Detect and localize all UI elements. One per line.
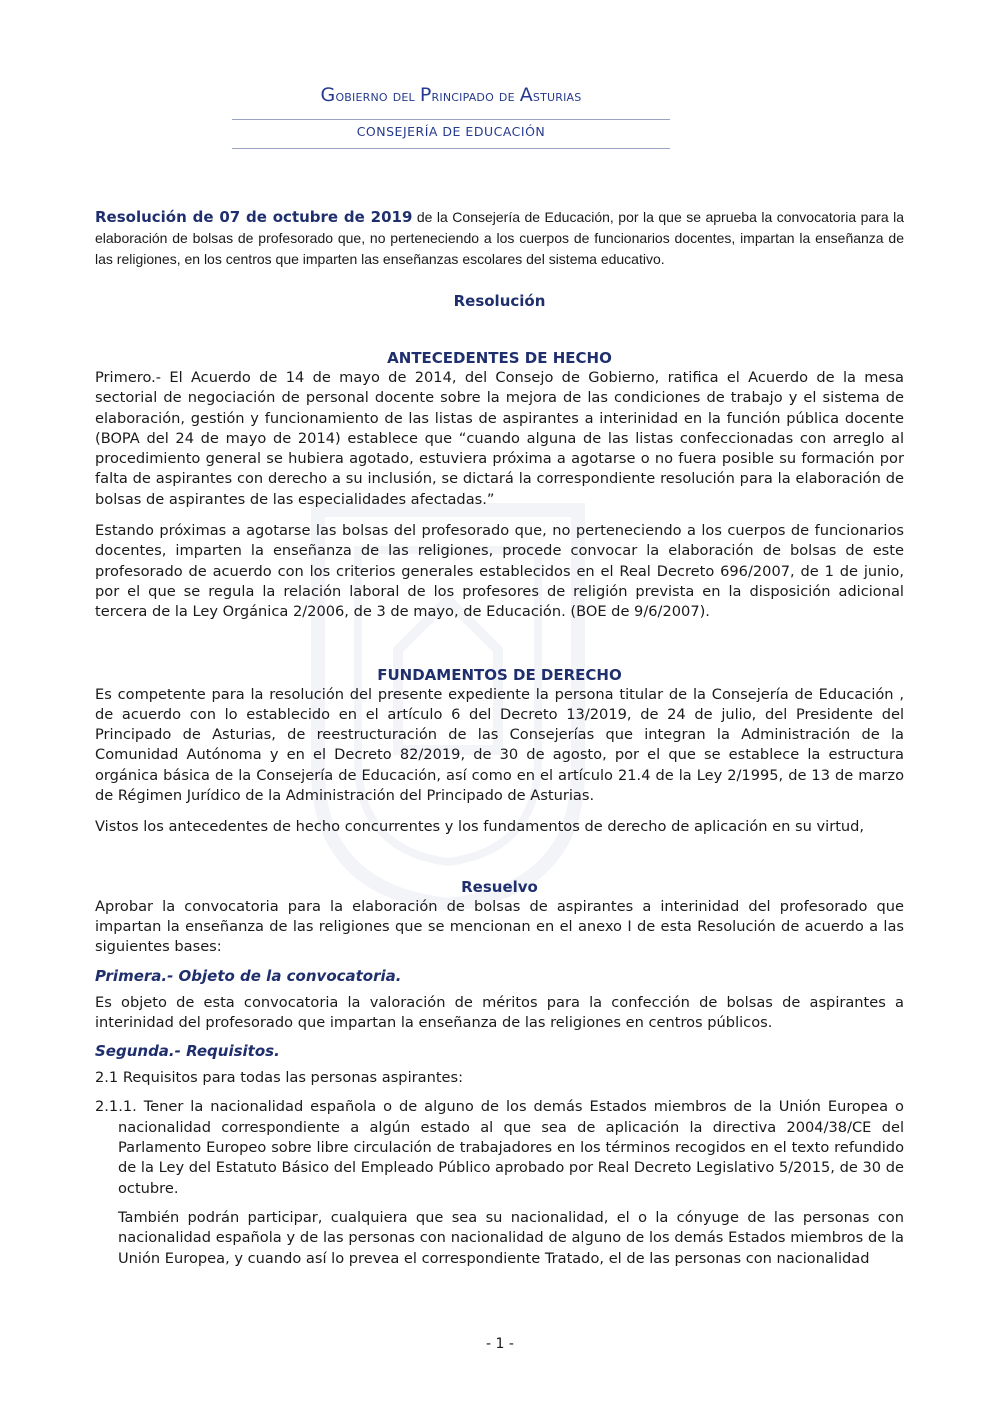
requirement-2-1-1: 2.1.1. Tener la nacionalidad española o de alguno de los demás Estados miembros de la Unión Europea o nacionalidad correspondiente a algún estado al que sea de aplicación la directiva 2004/38/CE del Parlamento Europeo sobre libre circulación de trabajadores en los términos recogidos en el texto refundido de la Ley del Estatuto Básico del Empleado Público aprobado por Real Decreto Legislativo 5/2015, de 30 de octubre. <box>95 1098 904 1197</box>
antecedentes-paragraph-2: Estando próximas a agotarse las bolsas del profesorado que, no perteneciendo a los cuerpos de funcionarios docentes, imparten la enseñanza de las religiones, procede convocar la elaboración de bolsas de este profesorado de acuerdo con los criterios generales establecidos en el Real Decreto 696/2007, de 1 de junio, por el que se regula la relación laboral de los profesores de religión prevista en la disposición adicional tercera de la Ley Orgánica 2/2006, de 3 de mayo, de Educación. (BOE de 9/6/2007). <box>95 522 904 621</box>
document-body <box>95 207 904 1269</box>
fundamentos-paragraph-1: Es competente para la resolución del presente expediente la persona titular de la Consejería de Educación , de acuerdo con lo establecido en el artículo 6 del Decreto 13/2019, de 24 de julio, del Presidente del Principado de Asturias, de reestructuración de las Consejerías que integran la Administración de la Comunidad Autónoma y en el Decreto 82/2019, de 30 de agosto, por el que se establece la estructura orgánica básica de la Consejería de Educación, así como en el artículo 21.4 de la Ley 2/1995, de 13 de marzo de Régimen Jurídico de la Administración del Principado de Asturias. <box>95 685 904 805</box>
base-segunda-title: Segunda.- Requisitos. <box>95 1042 280 1061</box>
requirement-2-1-1-continued: También podrán participar, cualquiera que sea su nacionalidad, el o la cónyuge de las personas con nacionalidad española y de las personas con nacionalidad de alguno de los demás Estados miembros de la Unión Europea, y cuando así lo prevea el correspondiente Tratado, el de las personas con nacionalidad <box>118 1208 904 1267</box>
resolution-intro <box>95 207 904 270</box>
resolution-date-lead: Resolución de 07 de octubre de 2019 <box>95 208 413 226</box>
heading-fundamentos: FUNDAMENTOS DE DERECHO <box>377 665 622 684</box>
resolution-intro-text: de la Consejería de Educación, por la que se aprueba la convocatoria para la elaboración de bolsas de profesorado que, no perteneciendo a los cuerpos de funcionarios docentes, impartan la enseñanza de las religiones, en los centros que imparten las enseñanzas escolares del sistema educativo. <box>95 209 904 267</box>
base-primera-title: Primera.- Objeto de la convocatoria. <box>95 966 402 985</box>
title-word-3: Asturias <box>519 84 582 106</box>
government-title <box>232 84 670 106</box>
heading-resuelvo: Resuelvo <box>461 877 538 896</box>
title-word-2: Principado de <box>419 84 520 106</box>
header-rule-bottom <box>232 148 670 149</box>
header-rule-top <box>232 119 670 120</box>
base-primera-text: Es objeto de esta convocatoria la valoración de méritos para la confección de bolsas de aspirantes a interinidad del profesorado que impartan la enseñanza de las religiones en centros públicos. <box>95 993 904 1031</box>
antecedentes-paragraph-1: Primero.- El Acuerdo de 14 de mayo de 2014, del Consejo de Gobierno, ratifica el Acuerdo de la mesa sectorial de negociación de personal docente sobre la mejora de las condiciones de trabajo y el sistema de elaboración, gestión y funcionamiento de las listas de aspirantes a interinidad en la función pública docente (BOPA del 24 de mayo de 2014) establece que “cuando alguna de las listas confeccionadas con arreglo al procedimiento general se hubiera agotado, estuviera próxima a agotarse o no fuera posible su formación por falta de aspirantes con derecho a su inclusión, se dictará la correspondiente resolución para la elaboración de bolsas de aspirantes de las especialidades afectadas.” <box>95 369 904 508</box>
page-number: - 1 - <box>486 1336 514 1352</box>
heading-resolucion: Resolución <box>453 292 546 310</box>
resuelvo-paragraph: Aprobar la convocatoria para la elaboración de bolsas de aspirantes a interinidad del profesorado que impartan la enseñanza de las religiones que se mencionan en el anexo I de esta Resolución de acuerdo a las siguientes bases: <box>95 897 904 956</box>
requirements-intro: 2.1 Requisitos para todas las personas aspirantes: <box>95 1069 464 1087</box>
heading-antecedentes: ANTECEDENTES DE HECHO <box>387 349 612 367</box>
department-subtitle: CONSEJERÍA DE EDUCACIÓN <box>356 124 546 139</box>
fundamentos-paragraph-2: Vistos los antecedentes de hecho concurrentes y los fundamentos de derecho de aplicación en su virtud, <box>95 818 865 836</box>
title-word-1: Gobierno del <box>320 84 420 106</box>
